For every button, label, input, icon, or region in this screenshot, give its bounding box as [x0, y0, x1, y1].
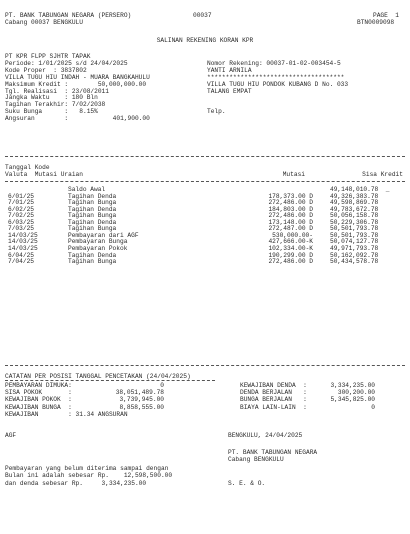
errors-omissions: S. E. & O. [228, 480, 266, 487]
notes-right-value: 5,345,825.00 [330, 396, 375, 404]
remaining-credit: 49,148,010.78 _ [330, 186, 390, 193]
transaction-amount: 184,803.00 D [268, 205, 313, 213]
arrears-amount: Bulan ini adalah sebesar Rp. 12,598,500.00 [5, 472, 173, 479]
account-info-left-line: Angsuran : 401,900.00 [5, 115, 150, 123]
notes-right-label: BUNGA BERJALAN : [240, 396, 307, 404]
table-row [0, 258, 410, 265]
notes-right-label: KEWAJIBAN DENDA : [240, 382, 307, 389]
transaction-date: 6/03/25 [8, 218, 34, 226]
bank-name: PT. BANK TABUNGAN NEGARA (PERSERO) [5, 12, 132, 19]
notes-left-label: SISA POKOK : [5, 389, 72, 397]
remaining-credit: 50,501,793.78 [330, 231, 379, 239]
transaction-description: Tagihan Bunga [68, 225, 117, 233]
transaction-amount: 272,486.00 D [268, 258, 313, 266]
transaction-amount: 272,486.00 D [268, 199, 313, 207]
account-info-left-line: Maksimum Kredit : 50,000,000.00 [5, 80, 147, 88]
transaction-description: Tagihan Denda [68, 251, 117, 259]
transaction-description: Saldo Awal [68, 186, 106, 193]
transaction-amount: 272,486.00 D [268, 212, 313, 220]
account-info-right-line: TALANG EMPAT [207, 87, 252, 95]
account-info-right-line: VILLA TUGU HIU PONDOK KUBANG D No. 033 [207, 80, 349, 88]
notes-left-label: KEWAJIBAN : 31.34 ANGSURAN [5, 410, 128, 418]
remaining-credit: 49,326,383.78 [330, 192, 379, 200]
account-info-left-line: Suku Bunga : 8.15% [5, 108, 98, 116]
notes-left-value: 8,858,555.00 [119, 403, 164, 411]
transaction-date: 14/03/25 [8, 238, 38, 246]
agf-label: AGF [5, 432, 17, 439]
transaction-date: 14/03/25 [8, 244, 38, 252]
divider [5, 365, 405, 366]
notes-right-value: 3,334,235.00 [330, 382, 375, 389]
remaining-credit: 49,971,793.78 [330, 244, 379, 252]
table-header-valuta: Valuta Mutasi Uraian [5, 171, 83, 178]
transaction-date: 7/04/25 [8, 258, 34, 266]
transaction-date: 7/03/25 [8, 225, 34, 233]
transaction-description: Tagihan Denda [68, 218, 117, 226]
divider [5, 380, 215, 381]
account-info-right-line: ************************************* [207, 73, 345, 81]
place-date: BENGKULU, 24/04/2025 [228, 432, 303, 439]
transaction-description: Pembayaran Pokok [68, 244, 128, 252]
transaction-amount: 427,666.00-K [268, 238, 313, 246]
transaction-amount: 190,299.00 D [268, 251, 313, 259]
arrears-note: Pembayaran yang belum diterima sampai dengan [5, 465, 169, 472]
account-info-left-line: Kode Proper : 3837802 [5, 66, 87, 74]
transaction-description: Tagihan Denda [68, 205, 117, 213]
transaction-amount: 173,148.00 D [268, 218, 313, 226]
remaining-credit: 50,074,127.78 [330, 238, 379, 246]
transaction-amount: 272,487.00 D [268, 225, 313, 233]
account-info-right-line: Nomor Rekening: 00037-01-02-003454-5 [207, 59, 341, 67]
notes-left-value: 3,739,945.00 [119, 396, 164, 404]
notes-left-label: KEWAJIBAN POKOK : [5, 396, 72, 404]
account-info-left-line: Tgl. Realisasi : 23/08/2011 [5, 87, 109, 95]
transaction-date: 6/04/25 [8, 251, 34, 259]
notes-title: CATATAN PER POSISI TANGGAL PENCETAKAN (24/04/2025) [5, 373, 191, 380]
notes-right-value: 300,200.00 [337, 389, 375, 397]
branch-name: Cabang 00037 BENGKULU [5, 19, 83, 26]
branch-code: 00037 [193, 12, 212, 19]
transaction-description: Tagihan Bunga [68, 212, 117, 220]
transaction-description: Tagihan Denda [68, 192, 117, 200]
remaining-credit: 50,434,578.78 [330, 258, 379, 266]
transaction-date: 7/01/25 [8, 199, 34, 207]
transaction-date: 14/03/25 [8, 231, 38, 239]
notes-left-label: KEWAJIBAN BUNGA : [5, 403, 72, 411]
account-info-left-line: Tagihan Terakhir: 7/02/2038 [5, 101, 106, 109]
account-info-left-line: PT KPR FLPP SJHTR TAPAK [5, 53, 91, 60]
penalty-amount: dan denda sebesar Rp. 3,334,235.00 [5, 480, 147, 487]
page-title: SALINAN REKENING KORAN KPR [156, 37, 254, 44]
remaining-credit: 50,162,092.78 [330, 251, 379, 259]
transaction-date: 6/02/25 [8, 205, 34, 213]
table-header-mutasi: Mutasi [282, 171, 305, 178]
transaction-amount: 102,334.00-K [268, 244, 313, 252]
transaction-description: Tagihan Bunga [68, 199, 117, 207]
page-number: PAGE 1 [373, 12, 399, 19]
transaction-amount: 178,373.00 D [268, 192, 313, 200]
remaining-credit: 50,056,158.78 [330, 212, 379, 220]
remaining-credit: 49,598,869.78 [330, 199, 379, 207]
notes-right-label: DENDA BERJALAN : [240, 389, 307, 397]
transaction-description: Pembayaran dari AGF [68, 231, 139, 239]
remaining-credit: 49,783,672.78 [330, 205, 379, 213]
transaction-amount: 530,000.00- [272, 231, 313, 239]
account-info-left-line: VILLA TUGU HIU INDAH - MUARA BANGKAHULU [5, 73, 150, 81]
divider [5, 156, 405, 157]
transaction-date: 6/01/25 [8, 192, 34, 200]
account-info-right-line: YANTI ARNILA [207, 66, 252, 74]
notes-left-value: 0 [160, 382, 164, 389]
remaining-credit: 50,229,306.78 [330, 218, 379, 226]
account-info-right-line: Telp. [207, 108, 226, 116]
account-info-left-line: Periode: 1/01/2025 s/d 24/04/2025 [5, 59, 128, 67]
transaction-date: 7/02/25 [8, 212, 34, 220]
account-info-left-line: Jangka Waktu : 180 Bln [5, 94, 98, 102]
notes-right-label: BIAYA LAIN-LAIN : [240, 403, 307, 411]
transaction-description: Tagihan Bunga [68, 258, 117, 266]
table-header-sisa-kredit: Sisa Kredit [362, 171, 403, 178]
notes-left-label: PEMBAYARAN DIMUKA: [5, 382, 72, 389]
notes-left-value: 38,051,489.78 [115, 389, 164, 397]
signature-bank: PT. BANK TABUNGAN NEGARA [228, 449, 318, 456]
transaction-description: Pembayaran Bunga [68, 238, 128, 246]
signature-branch: Cabang BENGKULU [228, 456, 284, 463]
divider [5, 181, 405, 182]
notes-right-value: 0 [371, 403, 375, 411]
remaining-credit: 50,501,793.78 [330, 225, 379, 233]
table-header-date-code: Tanggal Kode [5, 164, 50, 171]
document-code: BTN0009098 [357, 19, 395, 26]
